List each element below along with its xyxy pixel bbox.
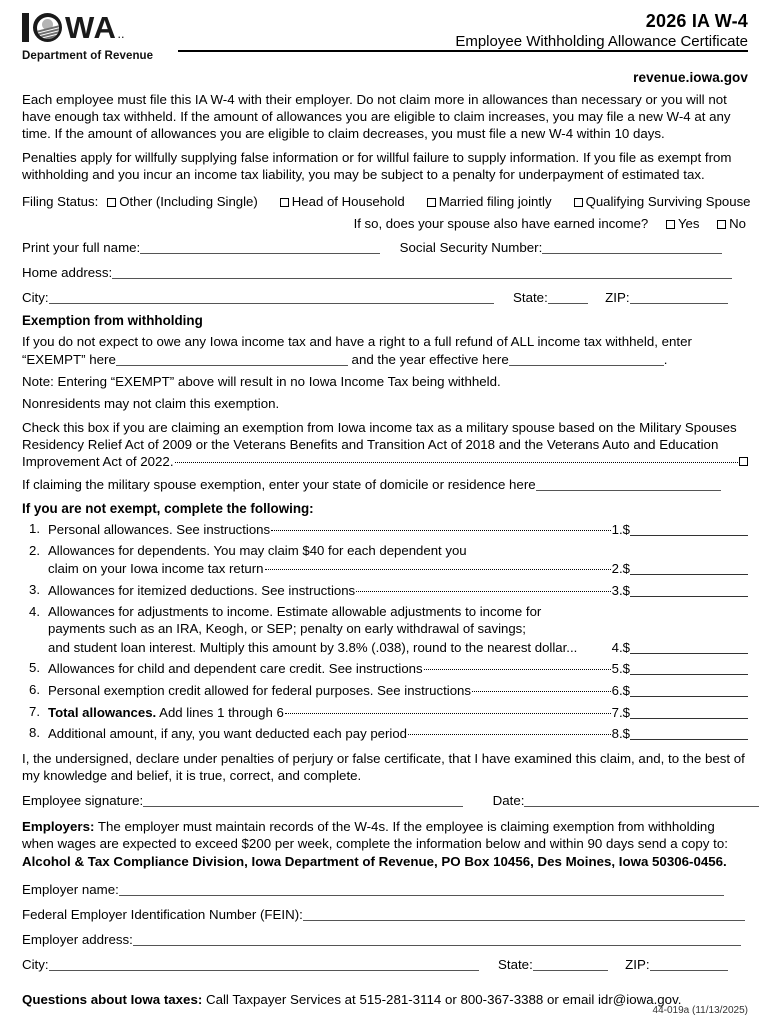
allowance-item-text: Allowances for itemized deductions. See instructions: [48, 583, 356, 599]
checkbox-head-of-household[interactable]: [280, 198, 289, 207]
employers-paragraph-text: The employer must maintain records of the W-4s. If the employee is claiming exemption from withholding when wages are expected to exceed $200 per week, complete the information below and within 90 days send a copy to:: [22, 819, 728, 852]
employer-city-label: City:: [22, 956, 49, 972]
allowance-item-line: [48, 520, 748, 539]
employer-state-label: State:: [498, 956, 533, 972]
allowance-item-line: [48, 603, 748, 621]
page-title: 2026 IA W-4: [645, 11, 748, 31]
dotted-leader: [271, 530, 611, 531]
allowance-amount-field: [612, 520, 748, 539]
dotted-leader: [356, 591, 611, 592]
employee-city-label: City:: [22, 290, 49, 306]
allowance-item: [22, 681, 748, 700]
allowance-amount-field: [612, 703, 748, 722]
home-address-row: [22, 264, 748, 281]
date-label: Date:: [492, 793, 525, 809]
employer-fein-row: [22, 906, 748, 923]
filing-option-label-head-of-household: Head of Household: [291, 194, 405, 210]
allowance-item-text: claim on your Iowa income tax return: [48, 561, 264, 577]
military-spouse-line-3-row: [22, 453, 748, 470]
spouse-earned-income-question: If so, does your spouse also have earned income?: [353, 216, 649, 232]
intro-paragraph-2: Penalties apply for willfully supplying false information or for willful failure to supply information. If you file as exempt from withholding and you incur an income tax liability, you may be subject to a penalty for underpayment of estimated tax.: [22, 149, 732, 182]
employers-mailing-address-text: Alcohol & Tax Compliance Division, Iowa Department of Revenue, PO Box 10456, Des Moines, Iowa 50306-0456.: [22, 853, 727, 869]
allowance-item-line: [48, 703, 748, 722]
form-revision-id: 44-019a (11/13/2025): [652, 1005, 748, 1016]
allowance-item: [22, 724, 748, 743]
dotted-leader: [408, 734, 611, 735]
employee-state-label: State:: [513, 290, 548, 306]
allowance-item-body: [48, 724, 748, 743]
allowance-item-text: Allowances for dependents. You may claim $40 for each dependent you: [48, 542, 467, 558]
spouse-income-label-yes: Yes: [677, 216, 700, 232]
allowance-item-text: Personal exemption credit allowed for federal purposes. See instructions: [48, 682, 471, 698]
year-effective-label: and the year effective here: [351, 352, 509, 368]
domicile-state-input[interactable]: [536, 477, 721, 491]
logo-letters-wa: WA: [65, 10, 117, 45]
allowance-item-body: [48, 681, 748, 700]
allowance-item-body: [48, 520, 748, 539]
website-link: revenue.iowa.gov: [633, 70, 748, 85]
home-address-label: Home address:: [22, 265, 113, 281]
exempt-here-input[interactable]: [116, 352, 348, 366]
form-header: [22, 10, 748, 68]
allowance-item: [22, 603, 748, 657]
allowance-item-text: payments such as an IRA, Keogh, or SEP; penalty on early withdrawal of savings;: [48, 621, 526, 637]
allowance-item-text: and student loan interest. Multiply this amount by 3.8% (.038), round to the nearest dollar...: [48, 639, 578, 655]
allowance-item-body: [48, 542, 748, 578]
ssn-label: Social Security Number:: [399, 240, 543, 256]
dotted-leader: [424, 669, 611, 670]
allowance-amount-field: [612, 659, 748, 678]
employer-address-label: Employer address:: [22, 931, 133, 947]
allowance-amount-field: [612, 681, 748, 700]
allowance-item-body: [48, 659, 748, 678]
signature-row: [22, 792, 748, 809]
employer-city-state-zip-row: [22, 956, 748, 973]
employer-address-row: [22, 931, 748, 948]
exempt-here-label: “EXEMPT” here: [22, 352, 116, 368]
allowance-amount-field: [612, 559, 748, 578]
allowance-item: [22, 542, 748, 578]
exemption-note: Note: Entering “EXEMPT” above will result in no Iowa Income Tax being withheld.: [22, 374, 501, 390]
employee-city-input[interactable]: [49, 290, 494, 304]
allowance-item-line: [48, 542, 748, 560]
allowances-list: [22, 520, 748, 743]
home-address-input[interactable]: [112, 265, 732, 279]
employer-zip-input[interactable]: [650, 957, 728, 971]
allowance-amount-input[interactable]: [630, 726, 748, 740]
allowance-item: [22, 703, 748, 722]
allowance-amount-input[interactable]: [630, 583, 748, 597]
allowance-item-text: Total allowances. Add lines 1 through 6: [48, 704, 284, 720]
questions-footer: [22, 991, 748, 1008]
checkbox-spouse-income-yes[interactable]: [666, 220, 675, 229]
dotted-leader: [285, 713, 611, 714]
allowance-item-line: [48, 724, 748, 743]
iowa-logo: [22, 12, 153, 43]
dotted-leader: [265, 569, 611, 570]
allowance-item-number: 1.: [29, 521, 40, 537]
allowance-amount-input[interactable]: [630, 661, 748, 675]
intro-paragraph-1: Each employee must file this IA W-4 with their employer. Do not claim more in allowances than necessary or you will not have enough tax withheld. If the amount of allowances you are eligible to claim increases, you may file a new W-4 at any time. If the amount of allowances you are eligible to claim decreases, you must file a new W-4 within 10 days.: [22, 92, 731, 142]
military-spouse-line-2: Residency Relief Act of 2009 or the Veterans Benefits and Transition Act of 2018 and the Veterans Auto and Education: [22, 436, 719, 452]
dotted-leader: [472, 691, 611, 692]
allowance-amount-field: [612, 724, 748, 743]
allowance-item-body: [48, 603, 748, 657]
checkbox-qualifying-surviving-spouse[interactable]: [574, 198, 583, 207]
spouse-income-option-yes[interactable]: [666, 216, 700, 231]
employer-fein-input[interactable]: [303, 907, 745, 921]
employers-mailing-address: [22, 853, 748, 870]
allowance-amount-tag: 7.$: [611, 704, 630, 720]
allowance-item-number: 7.: [29, 703, 40, 719]
exempt-line-period: .: [663, 352, 668, 368]
allowance-item-line: [48, 581, 748, 600]
allowance-item: [22, 581, 748, 600]
employers-bold-label: Employers:: [22, 819, 95, 835]
allowance-amount-tag: 2.$: [611, 561, 630, 577]
employee-zip-input[interactable]: [630, 290, 728, 304]
header-left: [22, 10, 153, 62]
dotted-leader: [175, 462, 738, 463]
employer-fein-label: Federal Employer Identification Number (FEIN):: [22, 906, 303, 922]
header-divider: [178, 50, 748, 52]
ssn-input[interactable]: [542, 240, 722, 254]
logo-trademark: ..: [117, 30, 125, 40]
exemption-line-1: If you do not expect to owe any Iowa income tax and have a right to a full refund of ALL income tax withheld, enter: [22, 334, 692, 350]
filing-status-option-head-of-household[interactable]: [280, 194, 405, 209]
allowance-amount-tag: 3.$: [611, 583, 630, 599]
employee-state-input[interactable]: [548, 290, 588, 304]
spouse-earned-income-row: [22, 216, 748, 231]
employee-zip-label: ZIP:: [605, 290, 630, 306]
filing-status-option-other[interactable]: [107, 194, 258, 209]
employers-paragraph: [22, 818, 748, 852]
allowance-amount-field: [612, 638, 748, 657]
domicile-row: [22, 476, 748, 493]
full-name-label: Print your full name:: [22, 240, 141, 256]
allowance-item-body: [48, 581, 748, 600]
checkbox-other-including-single[interactable]: [107, 198, 116, 207]
name-and-ssn-row: [22, 239, 748, 256]
allowance-item-line: [48, 620, 748, 638]
allowance-item-body: [48, 703, 748, 722]
allowance-amount-input[interactable]: [630, 683, 748, 697]
allowance-amount-tag: 6.$: [611, 682, 630, 698]
filing-status-option-qualifying-surviving-spouse[interactable]: [574, 194, 751, 209]
full-name-input[interactable]: [140, 240, 380, 254]
allowance-item-text: Allowances for child and dependent care credit. See instructions: [48, 661, 423, 677]
employer-city-input[interactable]: [49, 957, 479, 971]
declaration-text: I, the undersigned, declare under penalties of perjury or false certificate, that I have examined this claim, and, to the best of my knowledge and belief, it is true, correct, and complete.: [22, 750, 745, 783]
spouse-income-label-no: No: [729, 216, 746, 232]
allowance-item-number: 3.: [29, 582, 40, 598]
allowance-amount-tag: 4.$: [611, 639, 630, 655]
year-effective-input[interactable]: [509, 352, 664, 366]
allowance-item: [22, 520, 748, 539]
exemption-section-heading: Exemption from withholding: [22, 313, 203, 329]
allowance-amount-input[interactable]: [630, 522, 748, 536]
allowance-item-line: [48, 681, 748, 700]
nonresident-note: Nonresidents may not claim this exemption.: [22, 396, 280, 412]
not-exempt-heading: If you are not exempt, complete the following:: [22, 501, 314, 517]
allowance-item-number: 8.: [29, 725, 40, 741]
checkbox-military-spouse-exemption[interactable]: [739, 457, 748, 466]
employer-name-row: [22, 881, 748, 898]
employer-zip-label: ZIP:: [625, 956, 650, 972]
header-right: [455, 10, 748, 51]
allowance-amount-input[interactable]: [630, 561, 748, 575]
domicile-label: If claiming the military spouse exemption, enter your state of domicile or residence here: [22, 477, 536, 493]
allowance-item-number: 4.: [29, 603, 40, 619]
filing-status-label: Filing Status:: [22, 194, 99, 210]
exempt-entry-row: [22, 351, 748, 368]
checkbox-married-filing-jointly[interactable]: [427, 198, 436, 207]
filing-option-label-qualifying-surviving-spouse: Qualifying Surviving Spouse: [585, 194, 751, 210]
form-subtitle: Employee Withholding Allowance Certificate: [455, 33, 748, 50]
allowance-item-bold-prefix: Total allowances.: [48, 704, 157, 720]
employer-address-input[interactable]: [133, 932, 741, 946]
allowance-item-number: 2.: [29, 542, 40, 558]
allowance-amount-tag: 5.$: [611, 661, 630, 677]
allowance-item-number: 5.: [29, 660, 40, 676]
military-spouse-line-3: Improvement Act of 2022.: [22, 454, 174, 470]
filing-option-label-other: Other (Including Single): [119, 194, 258, 210]
employer-state-input[interactable]: [533, 957, 608, 971]
employer-name-label: Employer name:: [22, 881, 119, 897]
employee-city-state-zip-row: [22, 289, 748, 306]
allowance-item: [22, 659, 748, 678]
filing-status-row: [22, 194, 751, 210]
questions-footer-text: Call Taxpayer Services at 515-281-3114 or 800-367-3388 or email idr@iowa.gov.: [202, 991, 682, 1007]
employee-signature-label: Employee signature:: [22, 793, 144, 809]
allowance-item-line: [48, 659, 748, 678]
logo-letter-i: [22, 13, 29, 42]
logo-letter-o-sun-field-icon: [33, 13, 62, 42]
employer-name-input[interactable]: [119, 882, 724, 896]
checkbox-spouse-income-no[interactable]: [717, 220, 726, 229]
filing-option-label-married-filing-jointly: Married filing jointly: [438, 194, 552, 210]
employee-signature-input[interactable]: [143, 793, 463, 807]
allowance-amount-input[interactable]: [630, 640, 748, 654]
allowance-item-line: [48, 638, 748, 657]
allowance-amount-tag: 8.$: [611, 726, 630, 742]
allowance-amount-field: [612, 581, 748, 600]
military-spouse-line-1: Check this box if you are claiming an exemption from Iowa income tax as a military spouse based on the Military Spouses: [22, 419, 737, 435]
filing-status-option-married-filing-jointly[interactable]: [427, 194, 552, 209]
allowance-item-number: 6.: [29, 681, 40, 697]
allowance-item-text: Additional amount, if any, you want deducted each pay period: [48, 726, 407, 742]
allowance-amount-input[interactable]: [630, 705, 748, 719]
department-name: Department of Revenue: [22, 50, 154, 62]
allowance-item-text: Personal allowances. See instructions: [48, 522, 271, 538]
spouse-income-option-no[interactable]: [717, 216, 746, 231]
allowance-item-line: [48, 559, 748, 578]
allowance-item-text: Allowances for adjustments to income. Estimate allowable adjustments to income for: [48, 603, 542, 619]
allowance-amount-tag: 1.$: [611, 522, 630, 538]
date-input[interactable]: [524, 793, 759, 807]
questions-bold-label: Questions about Iowa taxes:: [22, 991, 203, 1007]
